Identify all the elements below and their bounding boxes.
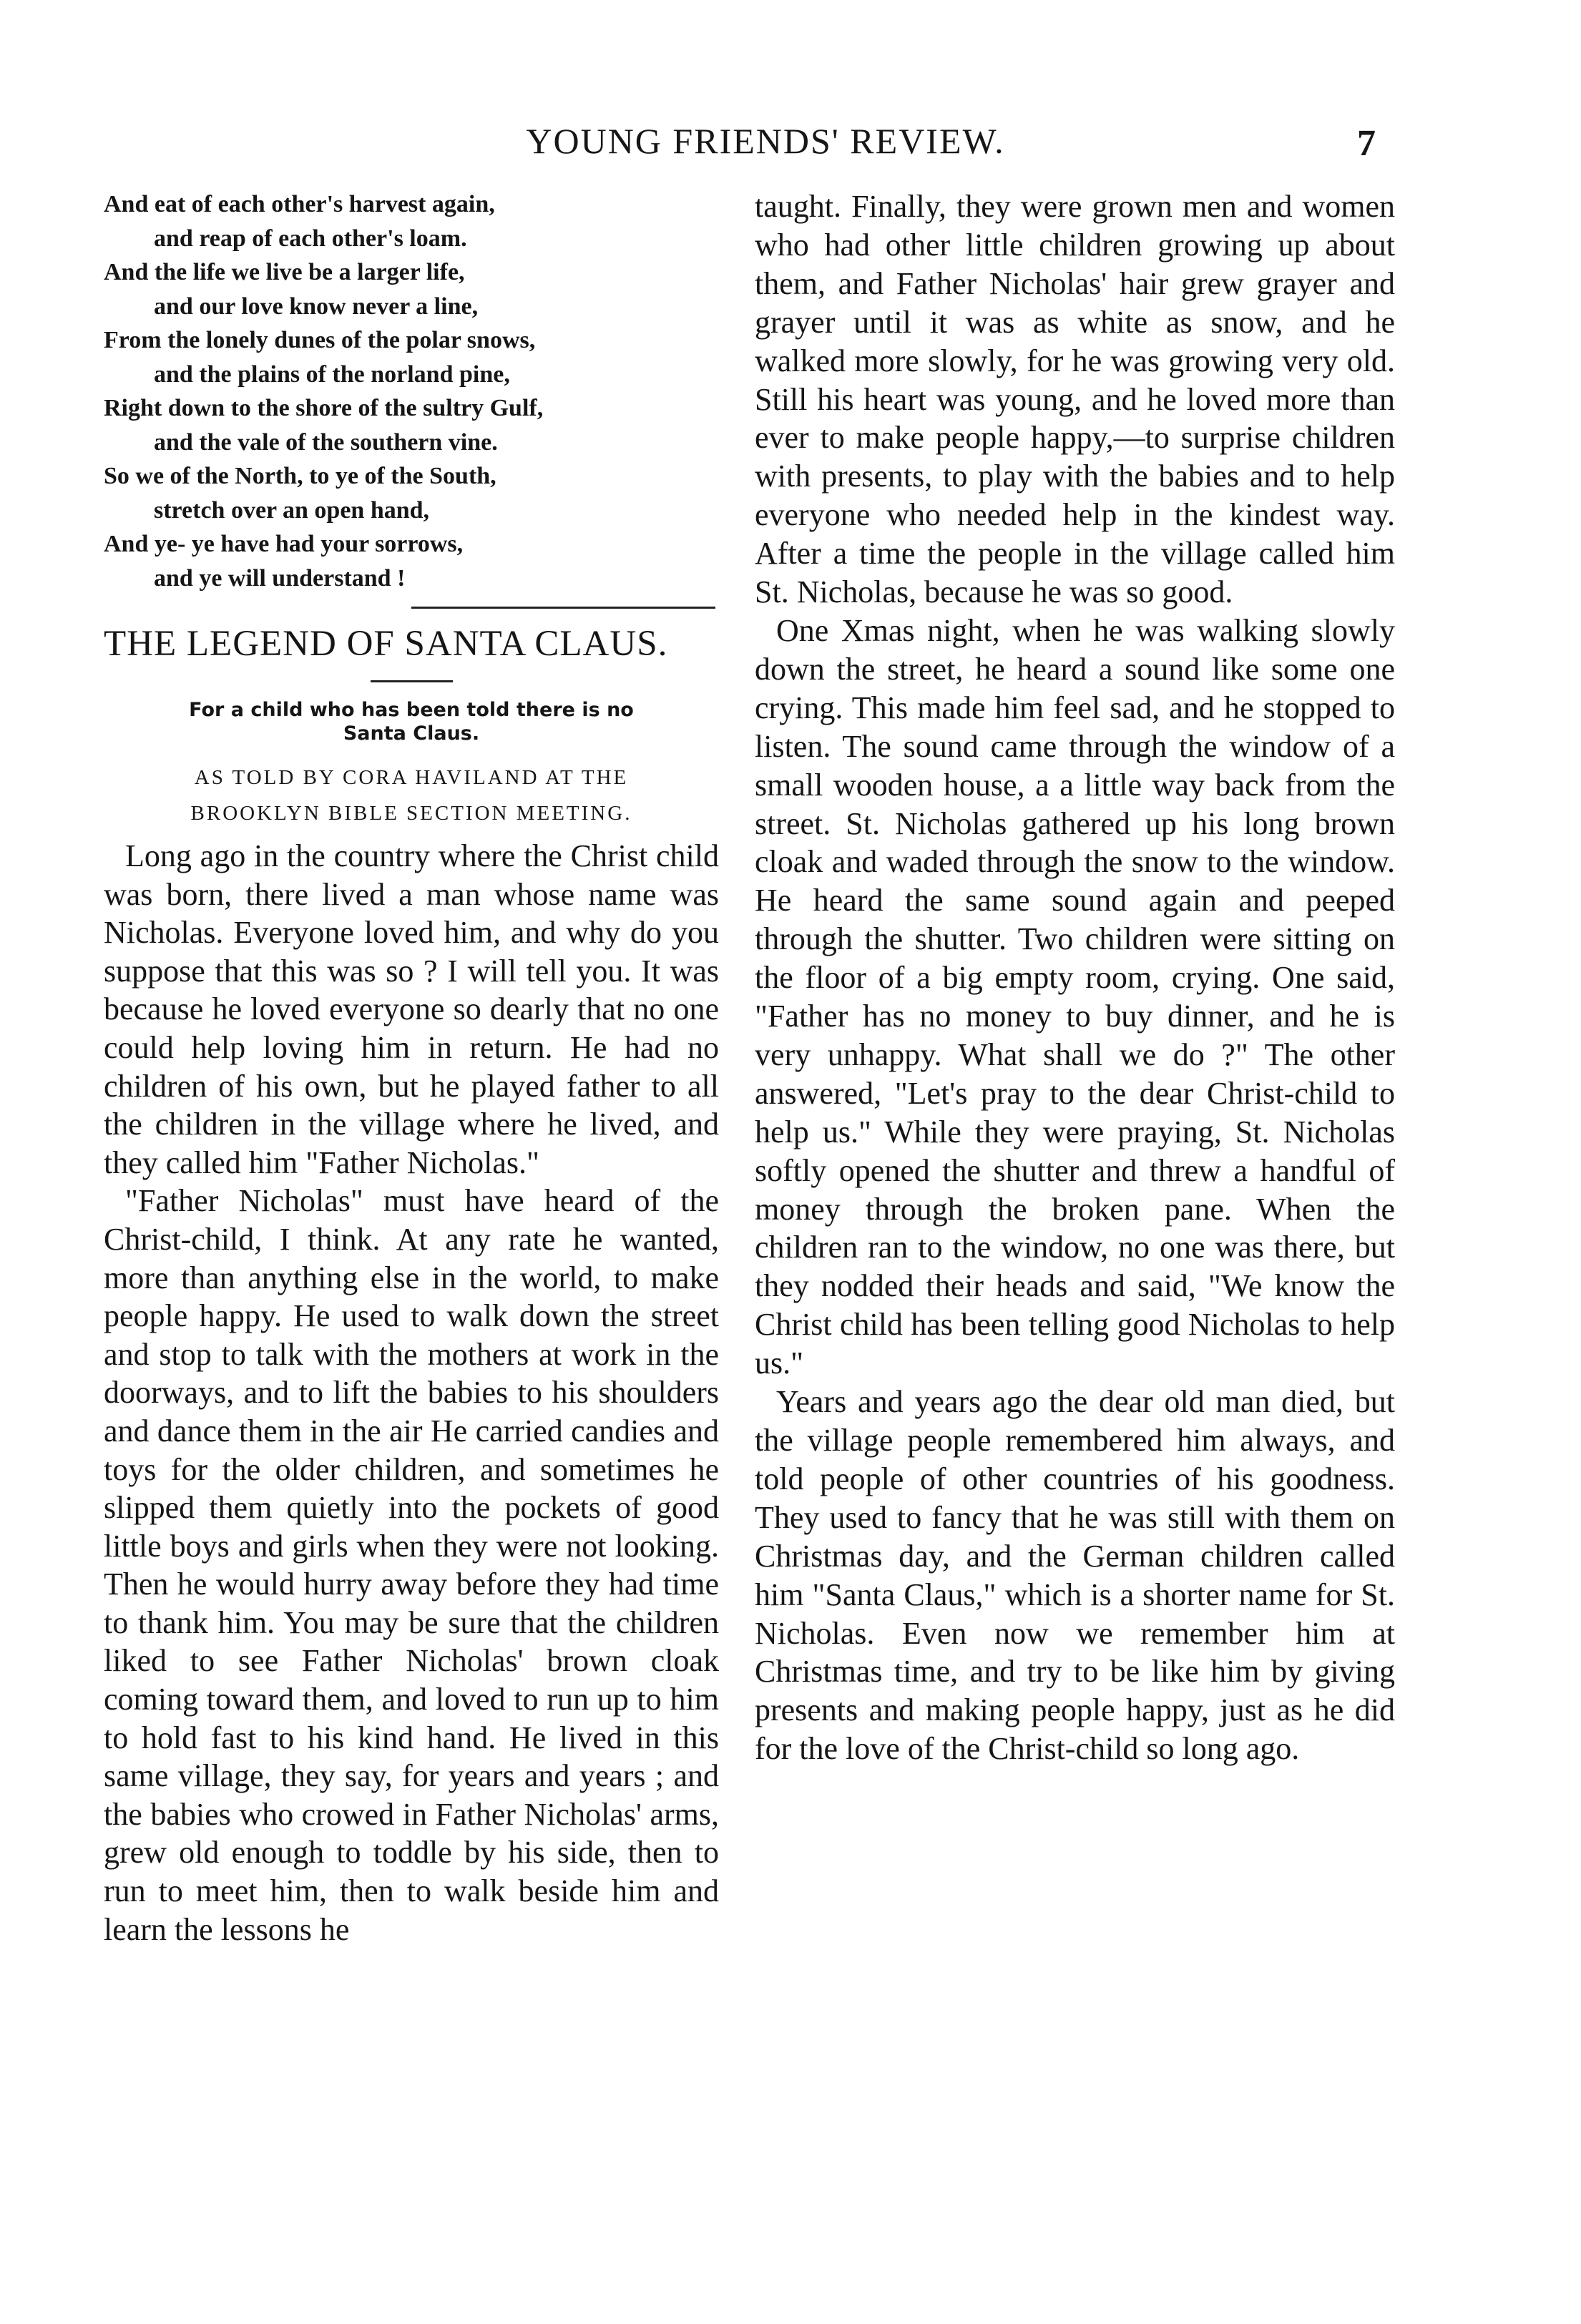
- byline-line: AS TOLD BY CORA HAVILAND AT THE: [194, 766, 629, 789]
- article-paragraph: Long ago in the country where the Christ child was born, there lived a man whose name was Nicholas. Everyone loved him, and why do you suppose that this was so ? I will tell you. It was because he loved everyone so dearly that no one could help loving him in return. He had no children of his own, but he played father to all the children in the village where he lived, and they called him "Father Nicholas.": [104, 838, 719, 1180]
- poem-line: And the life we live be a larger life,: [104, 259, 465, 285]
- dedication-line: Santa Claus.: [343, 722, 480, 745]
- poem-line: So we of the North, to ye of the South,: [104, 463, 496, 489]
- title-divider: [371, 680, 453, 682]
- left-column: [104, 187, 719, 1948]
- article-paragraph-continued: taught. Finally, they were grown men and women who had other little children growing up about them, and Father Nicholas' hair grew grayer and grayer until it was as white as snow, and he walked more slowly, for he was growing very old. Still his heart was young, and he loved more than ever to make people happy,—to surprise children with presents, to play with the babies and to help everyone who needed help in the kindest way. After a time the people in the village called him St. Nicholas, because he was so good.: [755, 189, 1395, 610]
- article-title: THE LEGEND OF SANTA CLAUS.: [104, 624, 668, 664]
- poem-stanza: [104, 187, 719, 595]
- poem-line: and the plains of the norland pine,: [154, 361, 510, 388]
- dedication: [104, 698, 719, 745]
- article-paragraph: Years and years ago the dear old man died, but the village people remembered him always, and told people of other countries of his goodness. They used to fancy that he was still with them on Christmas day, and the German children called him "Santa Claus," which is a shorter name for St. Nicholas. Even now we remember him at Christmas time, and try to be like him by giving presents and making people happy, just as he did for the love of the Christ-child so long ago.: [755, 1384, 1395, 1767]
- poem-line: Right down to the shore of the sultry Gulf,: [104, 395, 544, 421]
- poem-line: stretch over an open hand,: [154, 496, 430, 524]
- article-paragraph: One Xmas night, when he was walking slowly down the street, he heard a sound like some one crying. This made him feel sad, and he stopped to listen. The sound came through the window of a small wooden house, a a little way back from the street. St. Nicholas gathered up his long brown cloak and waded through the snow to the window. He heard the same sound again and peeped through the shutter. Two children were sitting on the floor of a big empty room, crying. One said, "Father has no money to buy dinner, and he is very unhappy. What shall we do ?" The other answered, "Let's pray to the dear Christ-child to help us." While they were praying, St. Nicholas softly opened the shutter and threw a handful of money through the broken pane. When the children ran to the window, no one was there, but they nodded their heads and said, "We know the Christ child has been telling good Nicholas to help us.": [755, 612, 1395, 1381]
- poem-line: and ye will understand !: [154, 564, 406, 592]
- poem-line: From the lonely dunes of the polar snows,: [104, 327, 536, 353]
- section-divider: [411, 607, 715, 609]
- byline-line: BROOKLYN BIBLE SECTION MEETING.: [190, 802, 632, 825]
- page-number: 7: [1357, 123, 1376, 164]
- poem-line: and our love know never a line,: [154, 293, 479, 320]
- poem-line: and reap of each other's loam.: [154, 225, 467, 252]
- page-header: [0, 118, 1581, 175]
- running-title: YOUNG FRIENDS' REVIEW.: [526, 121, 1005, 161]
- article-paragraph: "Father Nicholas" must have heard of the Christ-child, I think. At any rate he wanted, more than anything else in the world, to make people happy. He used to walk down the street and stop to talk with the mothers at work in the doorways, and to lift the babies to his shoulders and dance them in the air He carried candies and toys for the older children, and sometimes he slipped them quietly into the pockets of good little boys and girls when they were not looking. Then he would hurry away before they had time to thank him. You may be sure that the children liked to see Father Nicholas' brown cloak coming toward them, and loved to run up to him to hold fast to his kind hand. He lived in this same village, they say, for years and years ; and the babies who crowed in Father Nicholas' arms, grew old enough to toddle by his side, then to run to meet him, then to walk beside him and learn the lessons he: [104, 1183, 719, 1947]
- poem-line: and the vale of the southern vine.: [154, 428, 498, 456]
- poem-line: And ye- ye have had your sorrows,: [104, 531, 464, 557]
- byline: [104, 760, 719, 831]
- dedication-line: For a child who has been told there is no: [189, 699, 634, 721]
- right-column: [755, 187, 1395, 1768]
- poem-line: And eat of each other's harvest again,: [104, 191, 495, 217]
